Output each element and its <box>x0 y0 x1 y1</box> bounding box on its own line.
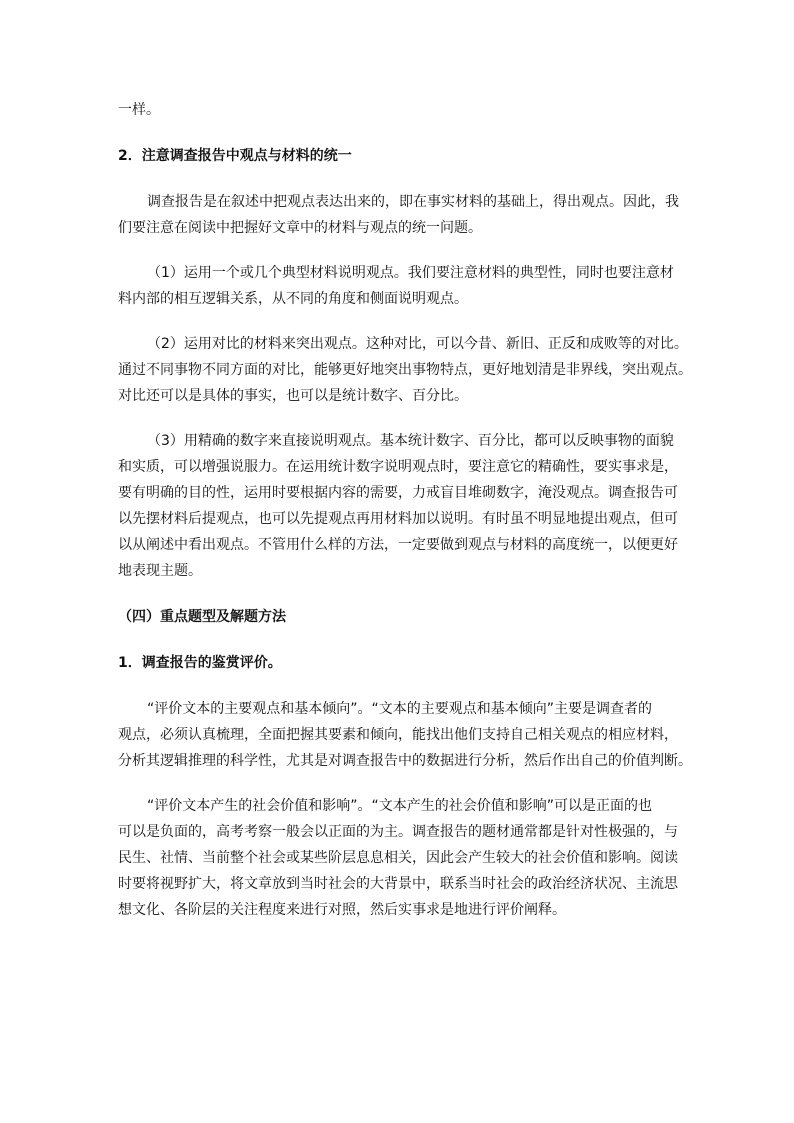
section-heading: 2．注意调查报告中观点与材料的统一 <box>118 148 352 164</box>
text-line: 可以是负面的，高考考察一般会以正面的为主。调查报告的题材通常都是针对性极强的，与 <box>118 824 678 840</box>
text-line: 分析其逻辑推理的科学性，尤其是对调查报告中的数据进行分析，然后作出自己的价值判断。 <box>118 753 692 769</box>
text-line: 调查报告是在叙述中把观点表达出来的，即在事实材料的基础上，得出观点。因此，我 <box>147 194 679 210</box>
text-line: 对比还可以是具体的事实，也可以是统计数字、百分比。 <box>118 388 468 404</box>
subsection-heading: 1．调查报告的鉴赏评价。 <box>118 655 282 671</box>
text-line: 要有明确的目的性，运用时要根据内容的需要，力戒盲目堆砌数字，淹没观点。调查报告可 <box>118 485 678 501</box>
text-line: （1）运用一个或几个典型材料说明观点。我们要注意材料的典型性，同时也要注意材 <box>147 265 674 281</box>
text-line: 们要注意在阅读中把握好文章中的材料与观点的统一问题。 <box>118 220 482 236</box>
text-line: 以从阐述中看出观点。不管用什么样的方法，一定要做到观点与材料的高度统一，以便更好 <box>118 537 678 553</box>
text-line: 料内部的相互逻辑关系，从不同的角度和侧面说明观点。 <box>118 291 468 307</box>
paragraph <box>118 331 692 409</box>
text-line: “评价文本的主要观点和基本倾向”。“文本的主要观点和基本倾向”主要是调查者的 <box>147 701 653 717</box>
paragraph <box>118 793 684 923</box>
section-heading: （四）重点题型及解题方法 <box>118 609 286 625</box>
text-line: “评价文本产生的社会价值和影响”。“文本产生的社会价值和影响”可以是正面的也 <box>147 798 653 814</box>
document-body <box>118 97 692 923</box>
text-line: 和实质，可以增强说服力。在运用统计数字说明观点时，要注意它的精确性，要实事求是， <box>118 459 678 475</box>
paragraph <box>118 428 684 584</box>
paragraph <box>118 696 692 774</box>
text-line: 民生、社情、当前整个社会或某些阶层息息相关，因此会产生较大的社会价值和影响。阅读 <box>118 850 678 866</box>
text-line: 一样。 <box>118 102 160 118</box>
text-line: 以先摆材料后提观点，也可以先提观点再用材料加以说明。有时虽不明显地提出观点，但可 <box>118 511 678 527</box>
text-line: 观点，必须认真梳理，全面把握其要素和倾向，能找出他们支持自己相关观点的相应材料， <box>118 727 678 743</box>
text-line: 时要将视野扩大，将文章放到当时社会的大背景中，联系当时社会的政治经济状况、主流思 <box>118 876 678 892</box>
paragraph <box>118 189 684 241</box>
text-line: 通过不同事物不同方面的对比，能够更好地突出事物特点，更好地划清是非界线，突出观点。 <box>118 362 692 378</box>
text-line: 地表现主题。 <box>118 563 202 579</box>
text-line: （2）运用对比的材料来突出观点。这种对比，可以今昔、新旧、正反和成败等的对比。 <box>147 336 688 352</box>
text-line: 想文化、各阶层的关注程度来进行对照，然后实事求是地进行评价阐释。 <box>118 902 566 918</box>
text-line: （3）用精确的数字来直接说明观点。基本统计数字、百分比，都可以反映事物的面貌 <box>147 433 674 449</box>
paragraph <box>118 260 684 312</box>
